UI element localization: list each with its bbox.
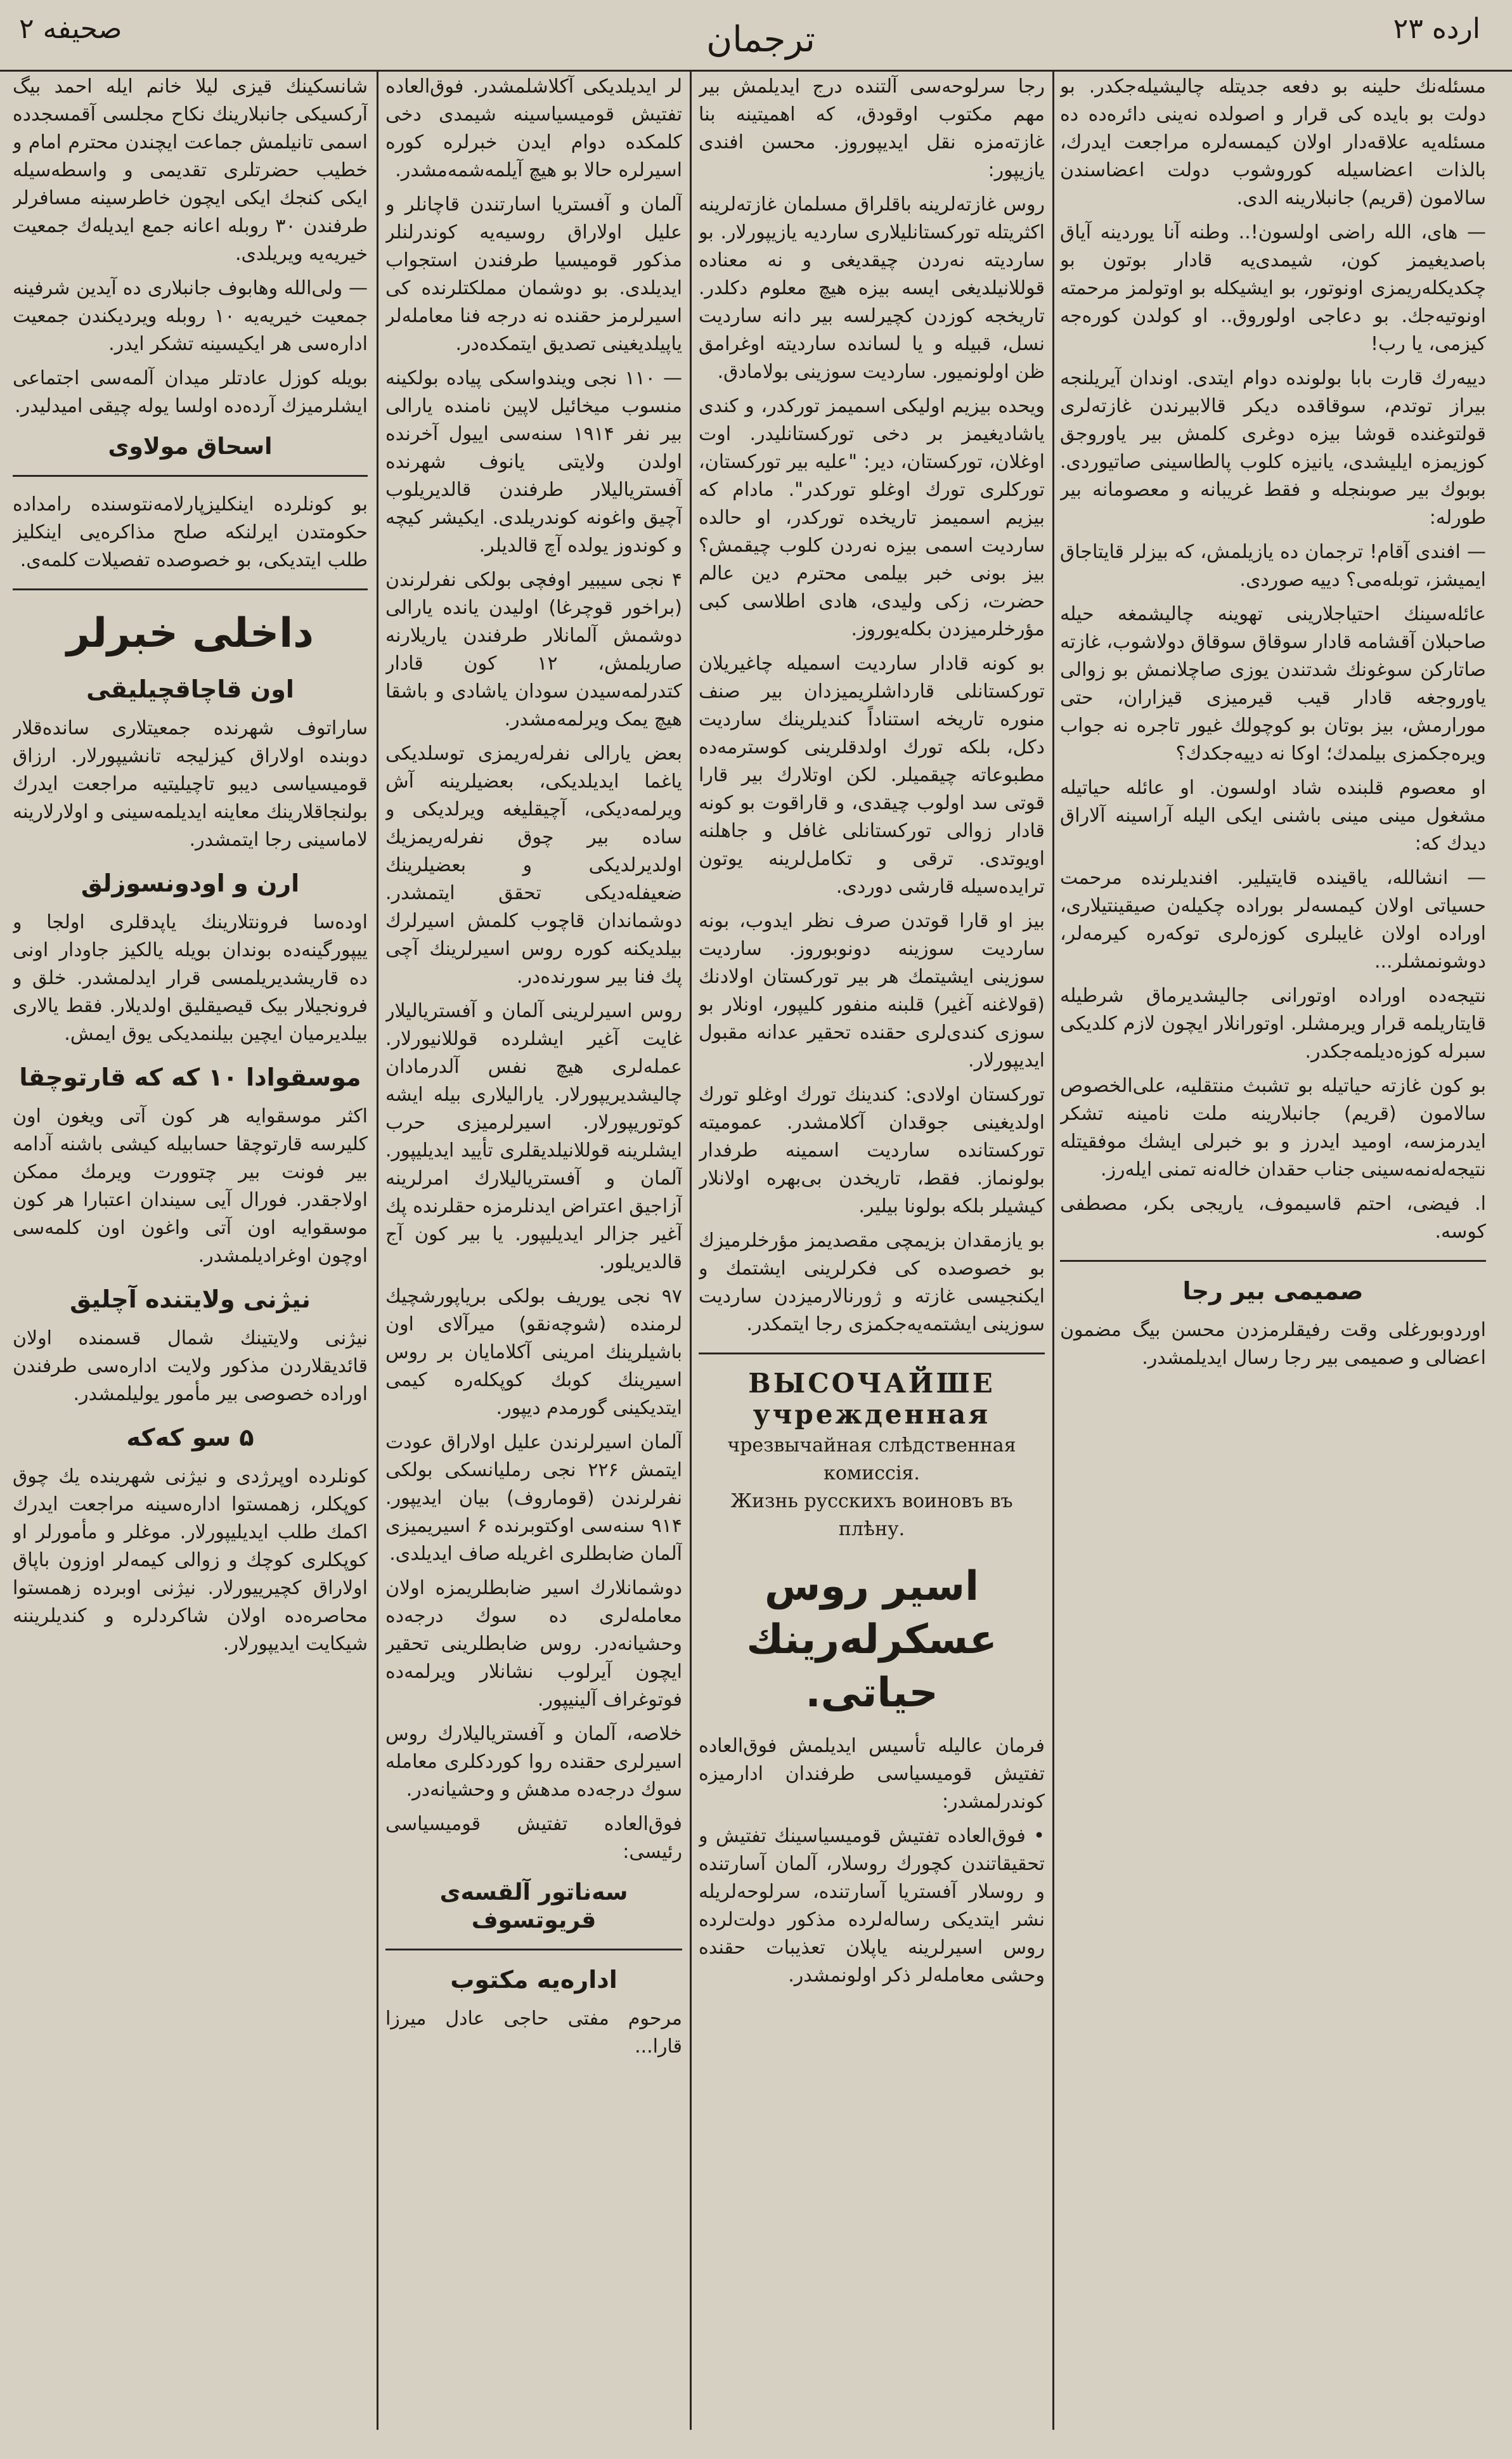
issue-number: ارده ۲۳ bbox=[1393, 13, 1480, 45]
paragraph: آلمان اسیرلرندن علیل اولاراق عودت ایتمش ۲۲۶ نجی رملیانسکی بولکی نفرلرندن (قوماروف) بیان ایدیپور. ۹۱۴ سنه‌سی اوکتوبرنده ۶ اسیریمیزی آلمان ضابطلری اغریله صاف ایدیلدی. bbox=[385, 1431, 682, 1565]
paragraph: نتیجه‌ده اوراده اوتورانی جالیشدیرماق شرطیله قایتاریلمه قرار ویرمشلر. اوتورانلار ایچون لازم کلدیکی سبرله کوزه‌دیلمه‌جکدر. bbox=[1060, 985, 1486, 1063]
paragraph: — های، الله راضی اولسون!.. وطنه آنا یوردینه آیاق باصدیغیمز کون، شیمدی‌یه قادار بوتون بو چکدیکله‌ریمزی اونوتور، بو ایشیکله بو اوتولمز مرحمته اونوتیه‌جك. بو دعاجی اولوروق.. او کولدن کوره‌جه کیزمی، یا رب! bbox=[1060, 221, 1486, 355]
paragraph: بویله کوزل عادتلر میدان آلمه‌سی اجتماعی ایشلرمیزك آرده‌ده اولسا یوله چیقی امیدلیدر. bbox=[13, 367, 368, 417]
section-divider bbox=[1060, 1260, 1486, 1262]
paragraph: بو کون غازته حیاتیله بو تشبث منتقلیه، علی‌الخصوص سالامون (قریم) جانبلارینه ملت نامینه تشکر ایدرمزسه، اومید ایدرز و بو خبرلی ایشك موفقیتله نتیجه‌له‌نمه‌سینی جناب حقدان خاله‌نه تمنی ایله‌رز. bbox=[1060, 1075, 1486, 1181]
column-rule bbox=[1052, 71, 1054, 2430]
paragraph: دییه‌رك قارت بابا بولونده دوام ایتدی. اوندان آیریلنجه بیراز توتدم، سوقاقده دیکر قالابیرندن غازته‌لری قولتوغنده قوشا بیزه دوغری کلمش بیر یاوروجق کوزیمزه ایلیشدی، یانیزه کلوب پالطاسینی صاتیوردی. بوبوك بیر صوبنجله و فقط غریبانه و معصومانه بیر طورله: bbox=[1060, 367, 1486, 529]
russian-line-2: чрезвычайная слѣдственная комиссія. bbox=[727, 1434, 1016, 1484]
item-heading: ۵ سو که‌که bbox=[126, 1424, 254, 1451]
box-heading: اداره‌یه مکتوب bbox=[450, 1966, 617, 1994]
column-4 bbox=[13, 73, 368, 2419]
section-heading: داخلی خبرلر bbox=[67, 610, 314, 657]
article-heading: اسیر روس عسکرله‌رینك حیاتی. bbox=[746, 1563, 997, 1716]
paragraph: مسئله‌نك حلینه بو دفعه جدیتله چالیشیله‌جکدر. بو دولت بو بایده کی قرار و اصولده نه‌ینی دائره‌ده ده مسئله‌یه علاقه‌دار اولان کیمسه‌لره مراجعت ایدرك، بالذات اعضاسیله کوروشوب دولت اعضاسندن سالامون (قریم) جانبلارینه الدی. bbox=[1060, 75, 1486, 209]
paragraph: عائله‌سینك احتیاجلارینی تهوینه چالیشمغه حیله صاحبلان آقشامه قادار سوقاق سوقاق دولاشوب، غازته صاتارکن سوغونك شدتندن یوزی صاچلانمش بو زوالی یاوروجغه قادار قیب قیرمیزی قیزاران، حتی مورارمش، بیز بوتان بو کوچولك غیور تاجره نه جواب ویره‌جکمزی بیلمدك؛ اوكا نه دییه‌جکدك؟ bbox=[1060, 603, 1486, 765]
paragraph: لر ایدیلدیکی آکلاشلمشدر. فوق‌العاده تفتیش قومیسیاسینه شیمدی دخی کلمکده دوام ایدن خبرلره کوره اسیرلره حالا بو هیچ آیلمه‌شمه‌مشدر. bbox=[385, 75, 682, 181]
paragraph: ۹۷ نجی یوریف بولکی بریاپورشچیك لرمنده (شوچه‌نقو) میرآلای اون باشیلرینك امرینی آکلامایان بر روس اسیرینك کوبك کوپکله‌ره کیمی ایتدیکینی گورمدم دیپور. bbox=[385, 1285, 682, 1419]
column-rule bbox=[377, 71, 378, 2430]
signature-name: سه‌ناتور آلقسه‌ی قریوتسوف bbox=[439, 1879, 628, 1933]
paragraph: مرحوم مفتی حاجی عادل میرزا قارا... bbox=[385, 2008, 682, 2058]
paragraph: خلاصه، آلمان و آفستریالیلارك روس اسیرلری حقنده روا کوردکلری معامله سوك درجه‌ده مدهش و وحشیانه‌در. bbox=[385, 1723, 682, 1801]
masthead-bar bbox=[0, 0, 1512, 72]
item-text: اوده‌سا فرونتلارینك یاپدقلری اولجا و ییپورگینه‌ده بوندان بویله یالکیز جاودار اونی ده قاریشدیریلمسی قرار ایدلمشدر. خلق و فرونجیلار بیک قیصیقلیق اولدیلار. فقط یالاری بیلدیرمیان ایچین بیلنمدیکی یوق ایمش. bbox=[13, 911, 368, 1045]
section-divider bbox=[385, 1949, 682, 1950]
paragraph: ۴ نجی سیبیر اوفچی بولکی نفرلرندن (براخور قوچرغا) اولیدن یانده یارالی دوشمش آلمانلار طرفندن یاریلارنه صاریلمش، ۱۲ کون قادار کتدرلمه‌سیدن سودان یاشادی و باشقا هیچ یمک ویرلمه‌مشدر. bbox=[385, 569, 682, 730]
paragraph: او معصوم قلبنده شاد اولسون. او عائله حیاتیله مشغول مینی مینی باشنی ایکی الیله آراسینه آلاراق دیدك که: bbox=[1060, 777, 1486, 855]
item-heading: نیژنی ولایتنده آچلیق bbox=[70, 1285, 311, 1313]
column-rule bbox=[690, 71, 692, 2430]
russian-header bbox=[699, 1370, 1045, 1543]
notice: بو کونلرده اینکلیزپارلامه‌نتوسنده رامداده حکومتدن ایرلنکه صلح مذاکره‌یی اینکلیز طلب ایتدیکی، بو خصوصده تفصیلات کلمه‌ی. bbox=[13, 493, 368, 571]
section-divider bbox=[13, 588, 368, 590]
section-divider bbox=[13, 475, 368, 477]
page-number: صحیفه ۲ bbox=[19, 13, 122, 45]
paragraph: — افندی آقام! ترجمان ده یازیلمش، که بیزلر قایتاجاق ایمیشز، توبله‌می؟ دییه صوردی. bbox=[1060, 541, 1486, 591]
paragraph: تورکستان اولادی: کندینك تورك اوغلو تورك اولدیغینی جوقدان آکلامشدر. عمومیته تورکستانده ساردیت اسمینه طرفدار بولونماز. فقط، تاریخدن بی‌بهره اولانلار کیشیلر بلکه بولونا بیلیر. bbox=[699, 1084, 1045, 1217]
paragraph: — انشالله، یاقینده قایتیلیر. افندیلرنده مرحمت حسیاتی اولان کیمسه‌لر بوراده چکیله‌ن صیقینتیلاری، اوراده اولان غایبلری کوزه‌لری توکه‌ره کیرمه‌لر، دوشونمشلر... bbox=[1060, 867, 1486, 973]
signatures: ا. فیضی، احتم قاسیموف، یاریجی بکر، مصطفی کوسه. bbox=[1060, 1193, 1486, 1243]
column-1 bbox=[1060, 73, 1486, 2419]
paragraph: بو یازمقدان بزیمچی مقصدیمز مؤرخلرمیزك بو خصوصده کی فکرلرینی ایشتمك و ایکنجیسی غازته و ژورنالارمیزدن ساردیت سوزینی ایشتمه‌یه‌جکمزی رجا ایتمکدر. bbox=[699, 1230, 1045, 1335]
signature: اسحاق مولاوی bbox=[108, 434, 273, 460]
signature-title: فوق‌العاده تفتیش قومیسیاسی رئیسی: bbox=[385, 1813, 682, 1863]
paragraph: آلمان و آفستریا اسارتندن قاچانلر و علیل اولاراق روسیه‌یه کوندرلنلر مذکور قومیسیا طرفندن استجواب ایدیلدی. بو دوشمان مملکتلرنده کی اسیرلرمز حقنده نه درجه فنا معامله‌لر یاپیلدیغینی تصدیق ایتمکده‌در. bbox=[385, 193, 682, 355]
paragraph: بعض یارالی نفرله‌ریمزی توسلدیکی یاغما ایدیلدیکی، بعضیلرینه آش ویرلمه‌دیکی، آچیقلیغه ویرلدیکی و ساده بیر چوق نفرله‌ریمزیك اولدیرلدیکی و بعضیلرینك ضعیفله‌دیکی تحقق ایتمشدر. دوشماندان قاچوب کلمش اسیرلرك بیلدیکنه کوره روس اسیرلرینك آچی پك فنا بیر سورنده‌در. bbox=[385, 743, 682, 988]
paragraph: اوردوبورغلی وقت رفیقلرمزدن محسن بیگ مضمون اعضالی و صمیمی بیر رجا رسال ایدیلمشدر. bbox=[1060, 1319, 1486, 1369]
item-text: کونلرده اوپرژدی و نیژنی شهرینده یك چوق کوپکلر، زهمستوا اداره‌سینه مراجعت ایدرك اکمك طلب ایدیلیپورلار. موغلر و مأمورلر او کوپکلری کوچك و زوالی کیمه‌لر اوزون باپاق اولاراق کچیرییورلار. نیژنی اوبرده زهمستوا محاصره‌ده اولان شاکردلره و کندیلریننه شیکایت ایدیپورلار. bbox=[13, 1465, 368, 1655]
column-2 bbox=[699, 73, 1045, 2419]
paragraph: روس اسیرلرینی آلمان و آفستریالیلار غایت آغیر ایشلرده قوللانیورلار. عمله‌لری هیچ نفس آلدرمادان چالیشدیریپورلار. یارالیلاری بیله ایشه کوتوریپورلار. اسیرلرمیزی حرب ایشلرینه قوللانیلدیقلری تأیید ایدیلیپور. آلمان و آفستریالیلارك امرلرینه آزاجیق اعتراض ایدنلرمزه حقلرنده پك آغیر جزالر ایدیلیپور. یا بیر کون آج قالدیریلور. bbox=[385, 1000, 682, 1273]
section-divider bbox=[699, 1353, 1045, 1354]
newspaper-title: ترجمان bbox=[706, 19, 815, 60]
paragraph: رجا سرلوحه‌سی آلتنده درج ایدیلمش بیر مهم مکتوب اوقودق، که اهمیتینه بنا غازته‌مزه نقل ایدیپوروز. محسن افندی یازیپور: bbox=[699, 75, 1045, 181]
item-heading: اون قاچاقچیلیقی bbox=[86, 675, 294, 703]
item-heading: موسقوادا ۱۰ که که قارتوچقا bbox=[19, 1063, 361, 1091]
item-text: اکثر موسقوایه هر کون آتی ویغون اون کلیرسه قارتوچقا حسابیله کیشی باشنه آدامه بیر فونت بیر چتوورت ویرمك ممکن اولاجقدر. فورال آیی سیندان اعتبارا هر کون موسقوایه اون آتی واغون اون کلمه‌سی اوچون اوغرادیلمشدر. bbox=[13, 1105, 368, 1267]
paragraph: فرمان عالیله تأسیس ایدیلمش فوق‌العاده تفتیش قومیسیاسی طرفندان ادارمیزه کوندرلمشدر: bbox=[699, 1735, 1045, 1813]
paragraph: بیز او قارا قوتدن صرف نظر ایدوب، بونه ساردیت سوزینه دونوبوروز. ساردیت سوزینی ایشیتمك هر بیر تورکستان اولادنك (قولاغنه آغیر) قلبنه منفور کلیپور، اونلار بو سوزی کندی‌لری حقنده تحقیر عدانه مقبول ایدیپورلار. bbox=[699, 910, 1045, 1072]
item-heading: ارن و اودونسوزلق bbox=[81, 869, 300, 897]
item-text: نیژنی ولایتینك شمال قسمنده اولان قائدیقلاردن مذکور ولایت اداره‌سی طرفندن اوراده خصوصی بیر مأمور یولیلمشدر. bbox=[13, 1327, 368, 1405]
column-3 bbox=[385, 73, 682, 2419]
paragraph: روس غازته‌لرینه باقلراق مسلمان غازته‌لرینه اکثریتله تورکستانلیلاری ساردیه یازیپورلار. بو ساردیته نه‌ردن چیقدیغی و نه معناده قوللانیلدیغی ایسه بیزه هیچ معلوم دکلدر. تاریخجه کوزدن کچیرلسه بیر دانه ساردیت نسل، قبیله و یا لسانده ساردیته اوغرامق ظن اولونمیور. ساردیت سوزینی بولامادق. bbox=[699, 193, 1045, 383]
paragraph: ویحده بیزیم اولیکی اسمیمز تورکدر، و کندی یاشادیغیمز بر دخی تورکستانلیدر. اوت اوغلان، تورکستان، دیر: "علیه بیر تورکستان، تورکلری تورك اوغلو تورکدر". مادام که بیزیم اسمیمز تاریخده تورکدر، او حالده ساردیت اسمی بیزه نه‌ردن کلوب چیقمش؟ بیز بونی خبر بیلمی محترم دین عالم حضرت، زکی ولیدی، هادی اطلاسی کبی مؤرخلرمیزدن بکله‌یوروز. bbox=[699, 395, 1045, 640]
paragraph: دوشمانلارك اسیر ضابطلریمزه اولان معامله‌لری ده سوك درجه‌ده وحشیانه‌در. روس ضابطلرینی تحقیر ایچون آیرلوب نشانلار ویرلمه‌ده فوتوغراف آلینیپور. bbox=[385, 1577, 682, 1711]
russian-line-3: Жизнь русскихъ воиновъ въ плѣну. bbox=[730, 1490, 1013, 1540]
paragraph: بو کونه قادار ساردیت اسمیله چاغیریلان تورکستانلی قارداشلریمیزدان بیر صنف منوره تاریخه استناداً کندیلرینك ساردیت دکل، بلکه تورك اولدقلرینی کوسترمه‌ده مطبوعاته چیقمیلر. لکن اوتلارك بیر قارا قوتی سد اولوب چیقدی، و قاراقوت بو کونه قادار زوالی تورکستانلی غافل و جاهلنه اویوتدی. ترقی و تکامل‌لرینه یوتون ترایده‌سیله قارشی دوردی. bbox=[699, 652, 1045, 898]
paragraph: شانسکینك قیزی لیلا خانم ایله احمد بیگ آرکسیکی جانبلارینك نکاح مجلسی آقمسجدده اسمی تانیلمش جماعت ایچندن محترم امام و خطیب حضرتلری تقدیمی و واسطه‌سیله ایکی کنجك ایکی ایچون خاطرسینه مسافرلر طرفندن ۳۰ روبله اعانه جمع ایدیله‌ك جمعیت خیریه‌یه ویریلدی. bbox=[13, 75, 368, 265]
paragraph: • فوق‌العاده تفتیش قومیسیاسینك تفتیش و تحقیقاتندن کچورك روسلار، آلمان آسارتنده و روسلار آفستریا آسارتنده، سرلوحه‌لریله نشر ایتدیکی رساله‌لرده مذکور دولت‌لرده روس اسیرلرینه یاپلان تعذیبات حقنده وحشی معامله‌لر ذکر اولونمشدر. bbox=[699, 1825, 1045, 1987]
paragraph: — ولی‌الله وهابوف جانبلاری ده آیدین شرفینه جمعیت خیریه‌یه ۱۰ روبله ویردیکندن جمعیت اداره‌سی هر ایکیسینه تشکر ایدر. bbox=[13, 277, 368, 355]
russian-line-1: ВЫСОЧАЙШЕ учрежденная bbox=[748, 1368, 995, 1430]
article-heading: صمیمی بیر رجا bbox=[1182, 1277, 1364, 1305]
paragraph: — ۱۱۰ نجی ویندواسکی پیاده بولکینه منسوب میخائیل لاپین نامنده یارالی بیر نفر ۱۹۱۴ سنه‌سی اییول آخرنده اولدن ولایتی یانوف شهرنده آفستریالیلار طرفندن قالدیریلوب آچیق واغونه کوندریلدی. ایکیشر کیچه و کوندوز یولده آچ قالدیلر. bbox=[385, 367, 682, 557]
item-text: ساراتوف شهرنده جمعیتلاری سانده‌قلار دوبنده اولاراق کیزلیجه تانشیپورلار. ارزاق قومیسیاسی دیبو تاچیلیتیه مراجعت ایدرك بولنجاقلارینك معاینه ایدیلمه‌سینی و اولارلارینه لاما‌سینی رجا ایتمشدر. bbox=[13, 717, 368, 851]
